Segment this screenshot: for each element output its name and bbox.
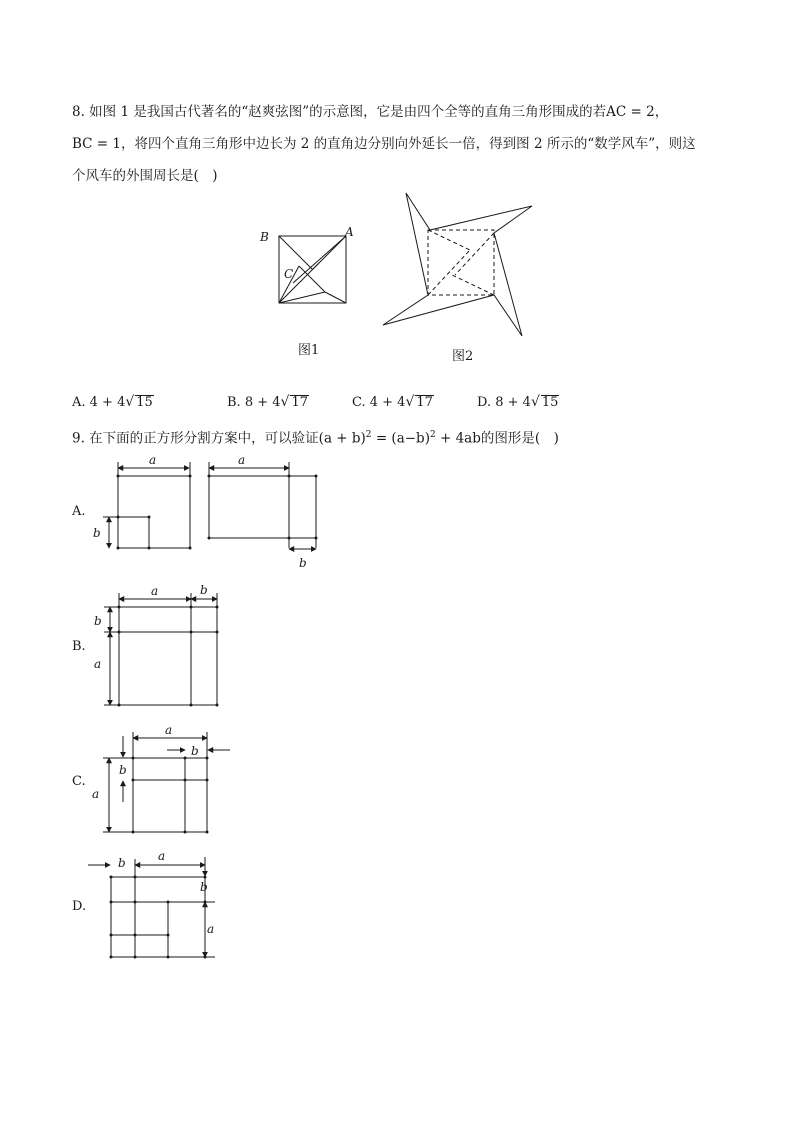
q9c-label-b-left: b (119, 763, 127, 777)
q9a-label-a1: a (149, 453, 157, 467)
q8-line1: 8. 如图 1 是我国古代著名的“赵爽弦图”的示意图，它是由四个全等的直角三角形围成的若AC = 2， (72, 104, 669, 120)
q8-option-c-prefix: C. 4 + 4 (352, 395, 406, 410)
q9b-label-a-left: a (94, 657, 102, 671)
q9b-label-b-top: b (200, 583, 208, 597)
q9d-label-a-right: a (207, 922, 215, 936)
q9-option-a-label[interactable]: A. (72, 504, 86, 519)
q9-option-c-figure (85, 720, 235, 840)
q9d-label-b-right: b (200, 880, 208, 894)
q9b-label-a-top: a (151, 584, 159, 598)
q8-option-a[interactable]: A. 4 + 4√ 15 (72, 394, 153, 410)
q8-option-d[interactable]: D. 8 + 4√ 15 (477, 394, 559, 410)
q9d-label-a-top: a (158, 849, 166, 863)
figure-2-windmill (380, 190, 540, 340)
q9d-label-b-top: b (118, 856, 126, 870)
q9-stem-a: 9. 在下面的正方形分割方案中，可以验证(a + b) (72, 430, 366, 447)
fig2-caption: 图2 (452, 349, 474, 364)
q8-option-d-prefix: D. 8 + 4 (477, 395, 531, 410)
q9-option-d-figure (85, 845, 235, 965)
q9-stem (72, 425, 559, 449)
q9-exp1: 2 (365, 430, 372, 440)
q8-option-b-radicand: 17 (291, 395, 308, 410)
q9a-label-b2: b (299, 556, 307, 570)
q9c-label-b-top: b (191, 744, 199, 758)
q9-exp2: 2 (429, 430, 436, 440)
q8-line2: BC = 1，将四个直角三角形中边长为 2 的直角边分别向外延长一倍，得到图 2 所示的“数学风车”，则这 (72, 136, 696, 152)
q9-option-b-label[interactable]: B. (72, 639, 86, 654)
q9c-label-a-top: a (165, 723, 173, 737)
q8-option-c[interactable]: C. 4 + 4√ 17 (352, 394, 433, 410)
q8-option-a-prefix: A. 4 + 4 (72, 395, 126, 410)
q9-option-b-figure (85, 580, 235, 710)
q9-option-d-label[interactable]: D. (72, 899, 87, 914)
fig1-caption: 图1 (298, 343, 320, 358)
q8-option-c-radicand: 17 (416, 395, 433, 410)
q9b-label-b-left: b (94, 614, 102, 628)
q9a-label-a2: a (238, 453, 246, 467)
fig1-label-c: C (284, 267, 294, 281)
q9-stem-b: = (a−b) (371, 430, 430, 447)
q8-option-a-radicand: 15 (136, 395, 153, 410)
fig1-label-b: B (260, 230, 269, 244)
q8-option-d-radicand: 15 (541, 395, 559, 410)
figure-1-zhao-shuang-diagram (255, 222, 365, 312)
q9a-label-b1: b (93, 526, 101, 540)
q9-option-c-label[interactable]: C. (72, 774, 86, 789)
q8-option-b[interactable]: B. 8 + 4√ 17 (227, 394, 308, 410)
q8-option-b-prefix: B. 8 + 4 (227, 395, 281, 410)
q9-option-a-figure (85, 452, 325, 572)
q9-stem-c: + 4ab的图形是( ) (435, 430, 559, 447)
fig1-label-a: A (345, 225, 354, 239)
q8-line3: 个风车的外围周长是( ) (72, 168, 218, 184)
q9c-label-a-left: a (92, 787, 100, 801)
